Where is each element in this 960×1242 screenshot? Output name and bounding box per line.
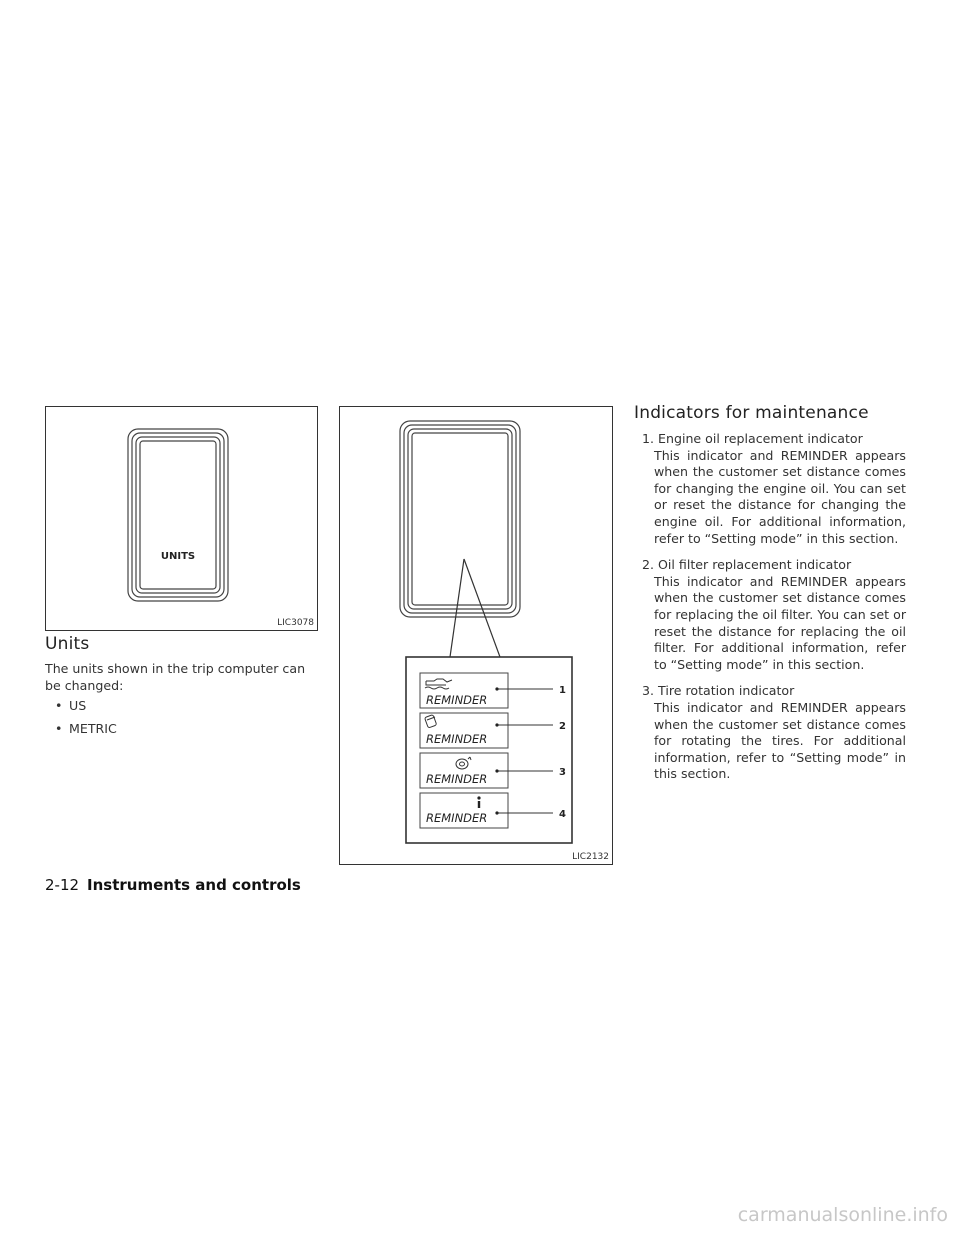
units-options-list bbox=[55, 698, 117, 744]
list-item bbox=[642, 557, 906, 673]
info-icon bbox=[477, 796, 480, 808]
reminder-display-illustration bbox=[340, 407, 612, 864]
watermark: carmanualsonline.info bbox=[737, 1204, 948, 1226]
callout-4: 4 bbox=[559, 809, 566, 820]
reminder-figure bbox=[339, 406, 613, 865]
maintenance-list bbox=[642, 431, 906, 793]
callout-1: 1 bbox=[559, 685, 566, 696]
units-text: The units shown in the trip computer can be changed: bbox=[45, 661, 306, 693]
reminder-word-1: REMINDER bbox=[426, 693, 488, 707]
figure-code: LIC3078 bbox=[277, 618, 314, 628]
section-name: Instruments and controls bbox=[87, 876, 301, 894]
item-body: This indicator and REMINDER appears when the customer set distance comes for replacing the oil filter. You can set or reset the distance for replacing the oil filter. For additional information, refer to “Setting mode” in this section. bbox=[654, 573, 906, 672]
item-body: This indicator and REMINDER appears when the customer set distance comes for changing the engine oil. You can set or reset the distance for changing the engine oil. For additional information, refer to “Setting mode” in this section. bbox=[654, 447, 906, 546]
units-display-illustration bbox=[46, 407, 317, 630]
item-title: 1. Engine oil replacement indicator bbox=[642, 431, 863, 446]
units-heading: Units bbox=[45, 634, 90, 654]
list-item: • US bbox=[55, 698, 87, 713]
reminder-word-4: REMINDER bbox=[426, 811, 488, 825]
list-item bbox=[642, 683, 906, 783]
item-title: 3. Tire rotation indicator bbox=[642, 683, 795, 699]
page-number: 2-12 bbox=[45, 876, 80, 894]
units-display-label: UNITS bbox=[160, 551, 196, 562]
callout-2: 2 bbox=[559, 721, 566, 732]
maintenance-heading: Indicators for maintenance bbox=[634, 403, 869, 423]
item-title: 2. Oil filter replacement indicator bbox=[642, 557, 852, 573]
page-footer bbox=[45, 876, 301, 894]
units-figure bbox=[45, 406, 318, 631]
figure-code: LIC2132 bbox=[572, 852, 609, 862]
list-item bbox=[642, 431, 906, 547]
reminder-word-3: REMINDER bbox=[426, 772, 488, 786]
reminder-word-2: REMINDER bbox=[426, 732, 488, 746]
item-body: This indicator and REMINDER appears when the customer set distance comes for rotating the tires. For additional information, refer to “Setting mode” in this section. bbox=[654, 699, 906, 782]
list-item: • METRIC bbox=[55, 721, 117, 736]
callout-3: 3 bbox=[559, 767, 566, 778]
